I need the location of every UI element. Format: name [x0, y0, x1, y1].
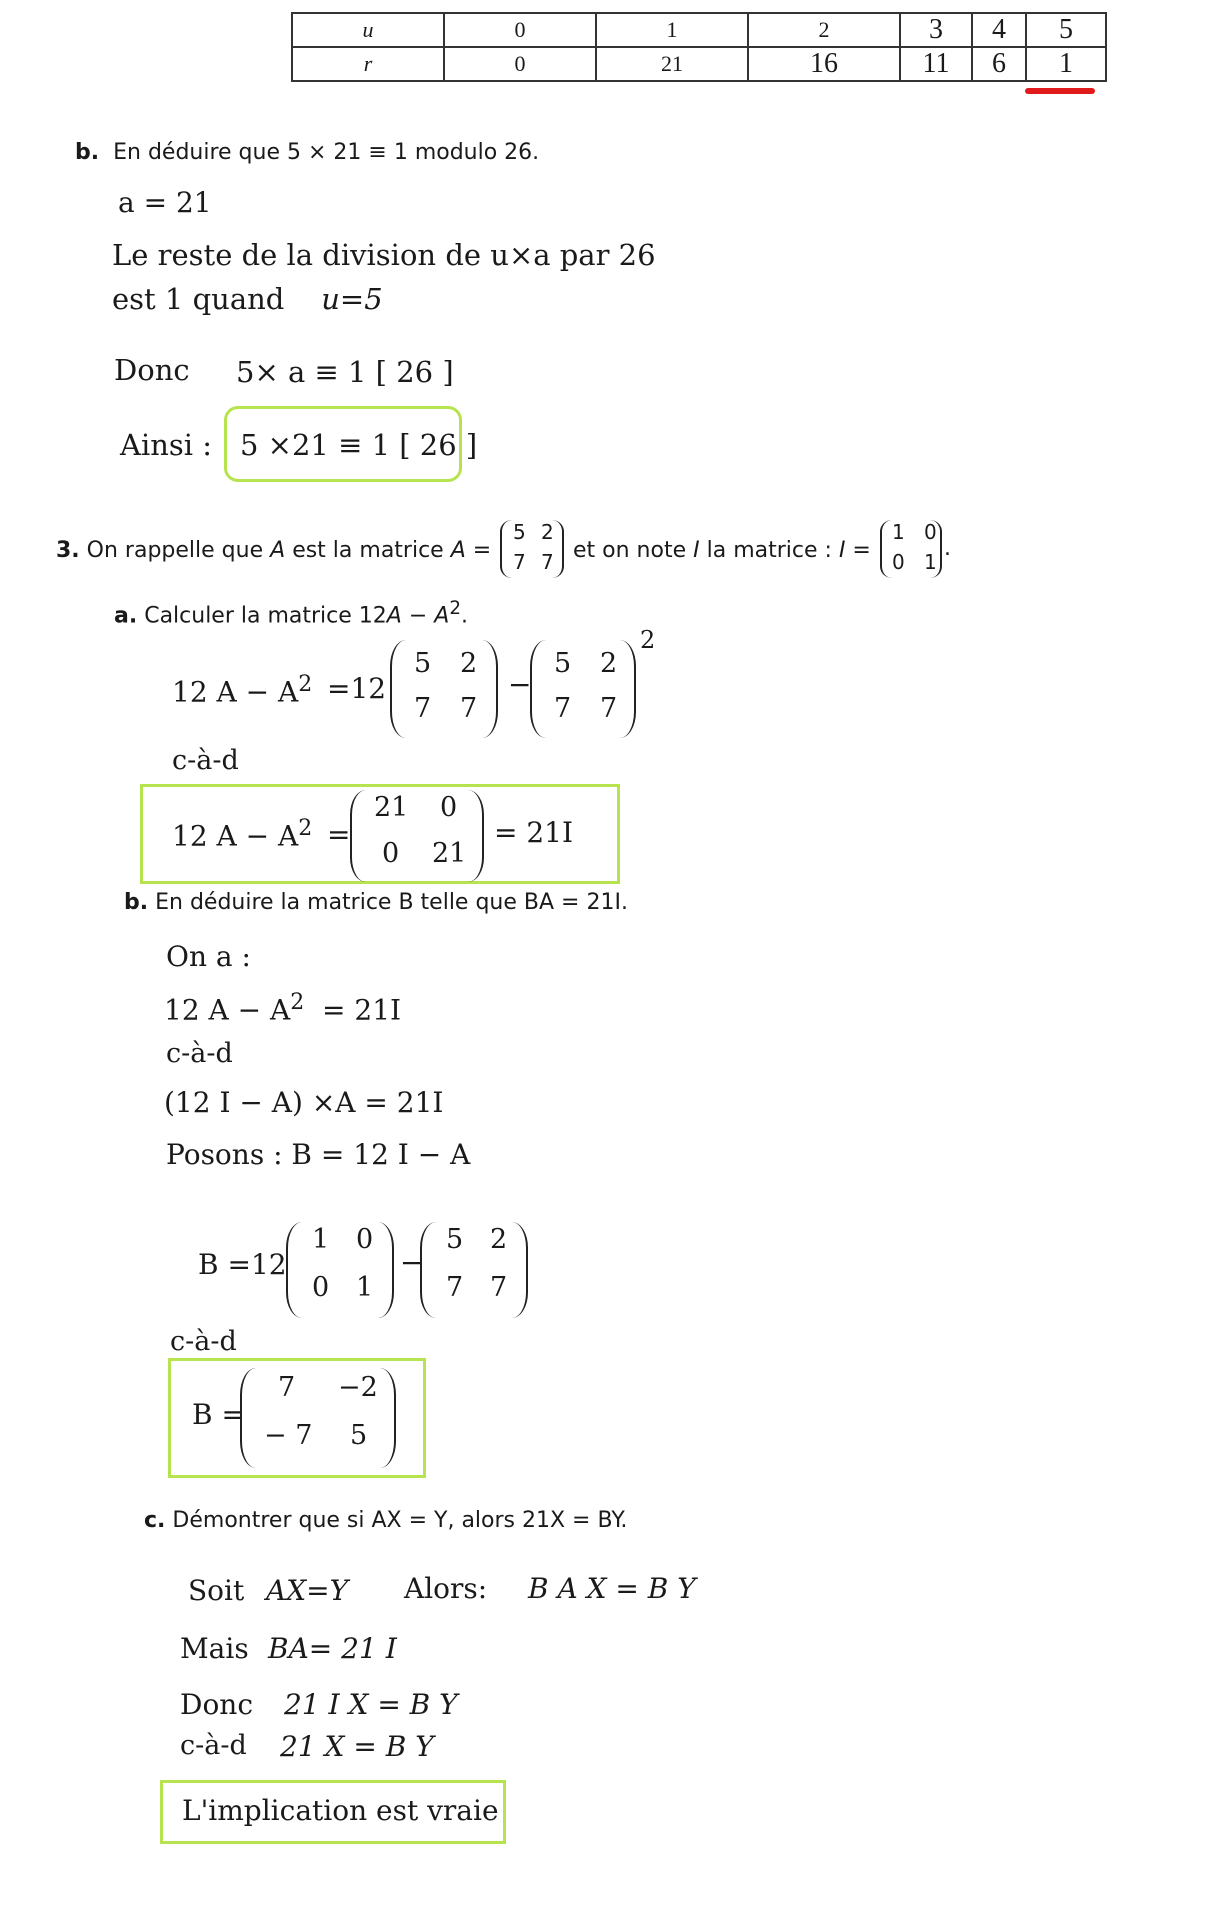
- table-cell: 2: [748, 13, 900, 47]
- red-underline-mark: [1025, 88, 1095, 94]
- period: .: [944, 536, 951, 561]
- calc-eq12: =12: [327, 672, 387, 705]
- matrix-A-squared: 5 2 7 7: [554, 648, 618, 724]
- ainsi-word: Ainsi :: [120, 428, 213, 462]
- res-rhs: = 21I: [494, 816, 574, 849]
- mais-expr: BA= 21 I: [268, 1632, 397, 1665]
- row-label: u: [292, 13, 444, 47]
- res-lhs: 12 $A - A^2$: [172, 816, 313, 853]
- res-eq: =: [327, 818, 351, 851]
- matrix-B: 7 −2 − 7 5: [264, 1372, 378, 1451]
- b-cad1: c-à-d: [166, 1038, 233, 1069]
- matrix-I-calc: 1 0 0 1: [312, 1224, 374, 1303]
- answer-line-a: a = 21: [118, 186, 212, 219]
- donc-expression: 5× a ≡ 1 [ 26 ]: [236, 355, 454, 389]
- table-cell: 16: [748, 47, 900, 81]
- matrix-A-calc: 5 2 7 7: [414, 648, 478, 724]
- b-line2: (12 I − A) ×A = 21I: [164, 1086, 444, 1119]
- donc-3c: Donc: [180, 1688, 254, 1721]
- bres-eq: B =: [192, 1398, 245, 1431]
- question-b: b. En déduire que 5 × 21 ≡ 1 modulo 26.: [75, 140, 540, 165]
- table-row-r: [292, 47, 1106, 81]
- table-cell: 1: [1026, 47, 1106, 81]
- table-cell: 5: [1026, 13, 1106, 47]
- question-3a: a. Calculer la matrice $12A - A^2$.: [114, 598, 469, 629]
- cad-3c-expr: 21 X = B Y: [280, 1730, 434, 1763]
- table-cell: 21: [596, 47, 748, 81]
- cad-3c: c-à-d: [180, 1730, 247, 1761]
- answer-line-quand: est 1 quand u=5: [112, 282, 383, 316]
- conclusion-text: L'implication est vraie: [182, 1794, 499, 1827]
- posons: Posons : B = 12 I − A: [166, 1138, 471, 1171]
- row-label: r: [292, 47, 444, 81]
- donc-word: Donc: [114, 353, 190, 387]
- alors-expr: B A X = B Y: [528, 1572, 696, 1605]
- table-cell: 11: [900, 47, 972, 81]
- soit: Soit: [188, 1574, 245, 1607]
- question-3c: c. Démontrer que si AX = Y, alors 21X = BY.: [144, 1508, 628, 1533]
- question-3: 3. On rappelle que A est la matrice A =: [56, 538, 492, 563]
- donc-3c-expr: 21 I X = B Y: [284, 1688, 458, 1721]
- values-table: [291, 12, 1107, 82]
- cad-3a: c-à-d: [172, 745, 239, 776]
- matrix-A-calc-b: 5 2 7 7: [446, 1224, 508, 1303]
- on-a: On a :: [166, 940, 251, 973]
- matrix-21I: 21 0 0 21: [374, 792, 467, 869]
- mais: Mais: [180, 1632, 249, 1665]
- table-cell: 0: [444, 47, 596, 81]
- table-cell: 4: [972, 13, 1026, 47]
- table-row-u: [292, 13, 1106, 47]
- calc-lhs: 12 $A - A^2$: [172, 672, 313, 709]
- ainsi-expression: 5 ×21 ≡ 1 [ 26 ]: [240, 428, 478, 462]
- b-minus: −: [400, 1246, 424, 1279]
- b-cad2: c-à-d: [170, 1326, 237, 1357]
- b-line1: 12 $A - A^2 = 21I$: [164, 990, 402, 1027]
- question-3-cont: et on note I la matrice : I =: [573, 538, 871, 563]
- answer-line-reste: Le reste de la division de u×a par 26: [112, 238, 656, 272]
- calc-minus: −: [508, 668, 532, 701]
- table-cell: 3: [900, 13, 972, 47]
- soit-expr: AX=Y: [266, 1574, 349, 1607]
- table-cell: 6: [972, 47, 1026, 81]
- table-cell: 0: [444, 13, 596, 47]
- outer-exponent: 2: [640, 626, 656, 654]
- question-3b: b. En déduire la matrice B telle que BA = 21I.: [124, 890, 628, 915]
- table-cell: 1: [596, 13, 748, 47]
- b-eq12: B =12: [198, 1248, 287, 1281]
- alors: Alors:: [404, 1572, 488, 1605]
